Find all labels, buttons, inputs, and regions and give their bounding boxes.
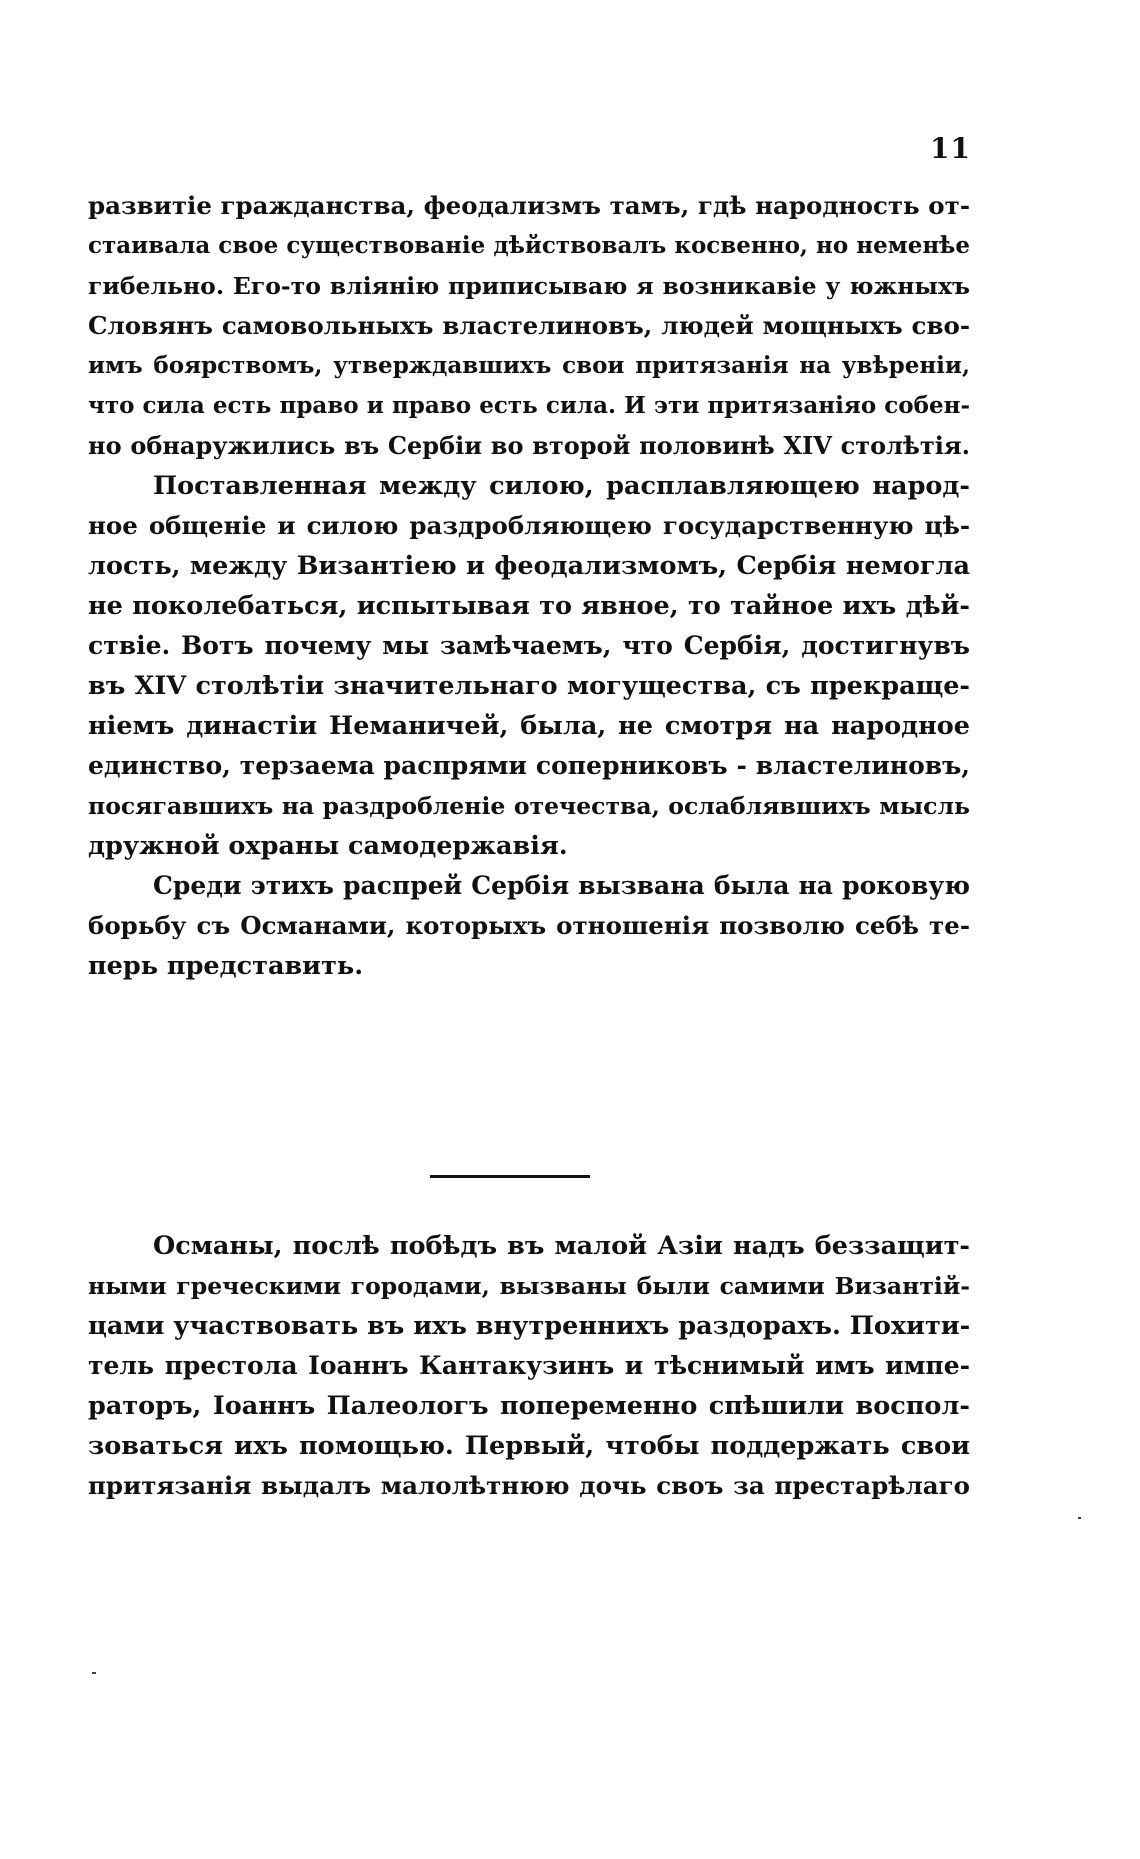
text-line: не поколебаться, испытывая то явное, то тайное ихъ дѣй- <box>88 591 970 621</box>
text-line: Словянъ самовольныхъ властелиновъ, людей мощныхъ сво- <box>88 311 970 340</box>
text-line: развитіе гражданства, феодализмъ тамъ, гдѣ народность от- <box>88 191 970 220</box>
text-line: зоваться ихъ помощью. Первый, чтобы поддержать свои <box>88 1431 970 1461</box>
text-line: единство, терзаема распрями соперниковъ - властелиновъ, <box>88 751 970 780</box>
text-line: борьбу съ Османами, которыхъ отношенія позволю себѣ те- <box>88 911 970 940</box>
text-line: посягавшихъ на раздробленіе отечества, ослаблявшихъ мысль <box>88 792 970 820</box>
text-line: но обнаружились въ Сербіи во второй половинѣ XIV столѣтія. <box>88 431 970 460</box>
text-line: лость, между Византіею и феодализмомъ, Сербія немогла <box>88 551 970 581</box>
text-line: имъ боярствомъ, утверждавшихъ свои притязанія на увѣреніи, <box>88 352 970 379</box>
text-line: Османы, послѣ побѣдъ въ малой Азіи надъ беззащит- <box>153 1231 970 1261</box>
text-line: ніемъ династіи Неманичей, была, не смотря на народное <box>88 711 970 741</box>
text-line: перь представить. <box>88 951 364 981</box>
text-line: притязанія выдалъ малолѣтнюю дочь своъ за престарѣлаго <box>88 1471 970 1500</box>
text-line: тель престола Іоаннъ Кантакузинъ и тѣснимый имъ импе- <box>88 1351 970 1380</box>
section-divider <box>430 1175 590 1178</box>
text-line: гибельно. Его-то вліянію приписываю я возникавіе у южныхъ <box>88 272 970 300</box>
text-line: цами участвовать въ ихъ внутреннихъ раздорахъ. Похити- <box>88 1311 970 1341</box>
text-line: дружной охраны самодержавія. <box>88 831 568 861</box>
text-line: что сила есть право и право есть сила. И эти притязаніяо собен- <box>88 392 970 419</box>
text-line: въ XIV столѣтіи значительнаго могущества, съ прекраще- <box>88 671 970 701</box>
text-line: Поставленная между силою, расплавляющею народ- <box>153 471 970 501</box>
text-line: раторъ, Іоаннъ Палеологъ попеременно спѣшили воспол- <box>88 1391 970 1421</box>
text-line: ствіе. Вотъ почему мы замѣчаемъ, что Сербія, достигнувъ <box>88 631 970 660</box>
page-number: 11 <box>930 132 971 165</box>
text-line: стаивала свое существованіе дѣйствовалъ косвенно, но неменѣе <box>88 232 970 259</box>
text-line: ными греческими городами, вызваны были самими Византій- <box>88 1272 970 1300</box>
text-line: Среди этихъ распрей Сербія вызвана была на роковую <box>153 871 970 900</box>
scan-speck <box>92 1672 96 1674</box>
scan-speck <box>1078 1517 1081 1519</box>
text-line: ное общеніе и силою раздробляющею государственную цѣ- <box>88 511 970 540</box>
